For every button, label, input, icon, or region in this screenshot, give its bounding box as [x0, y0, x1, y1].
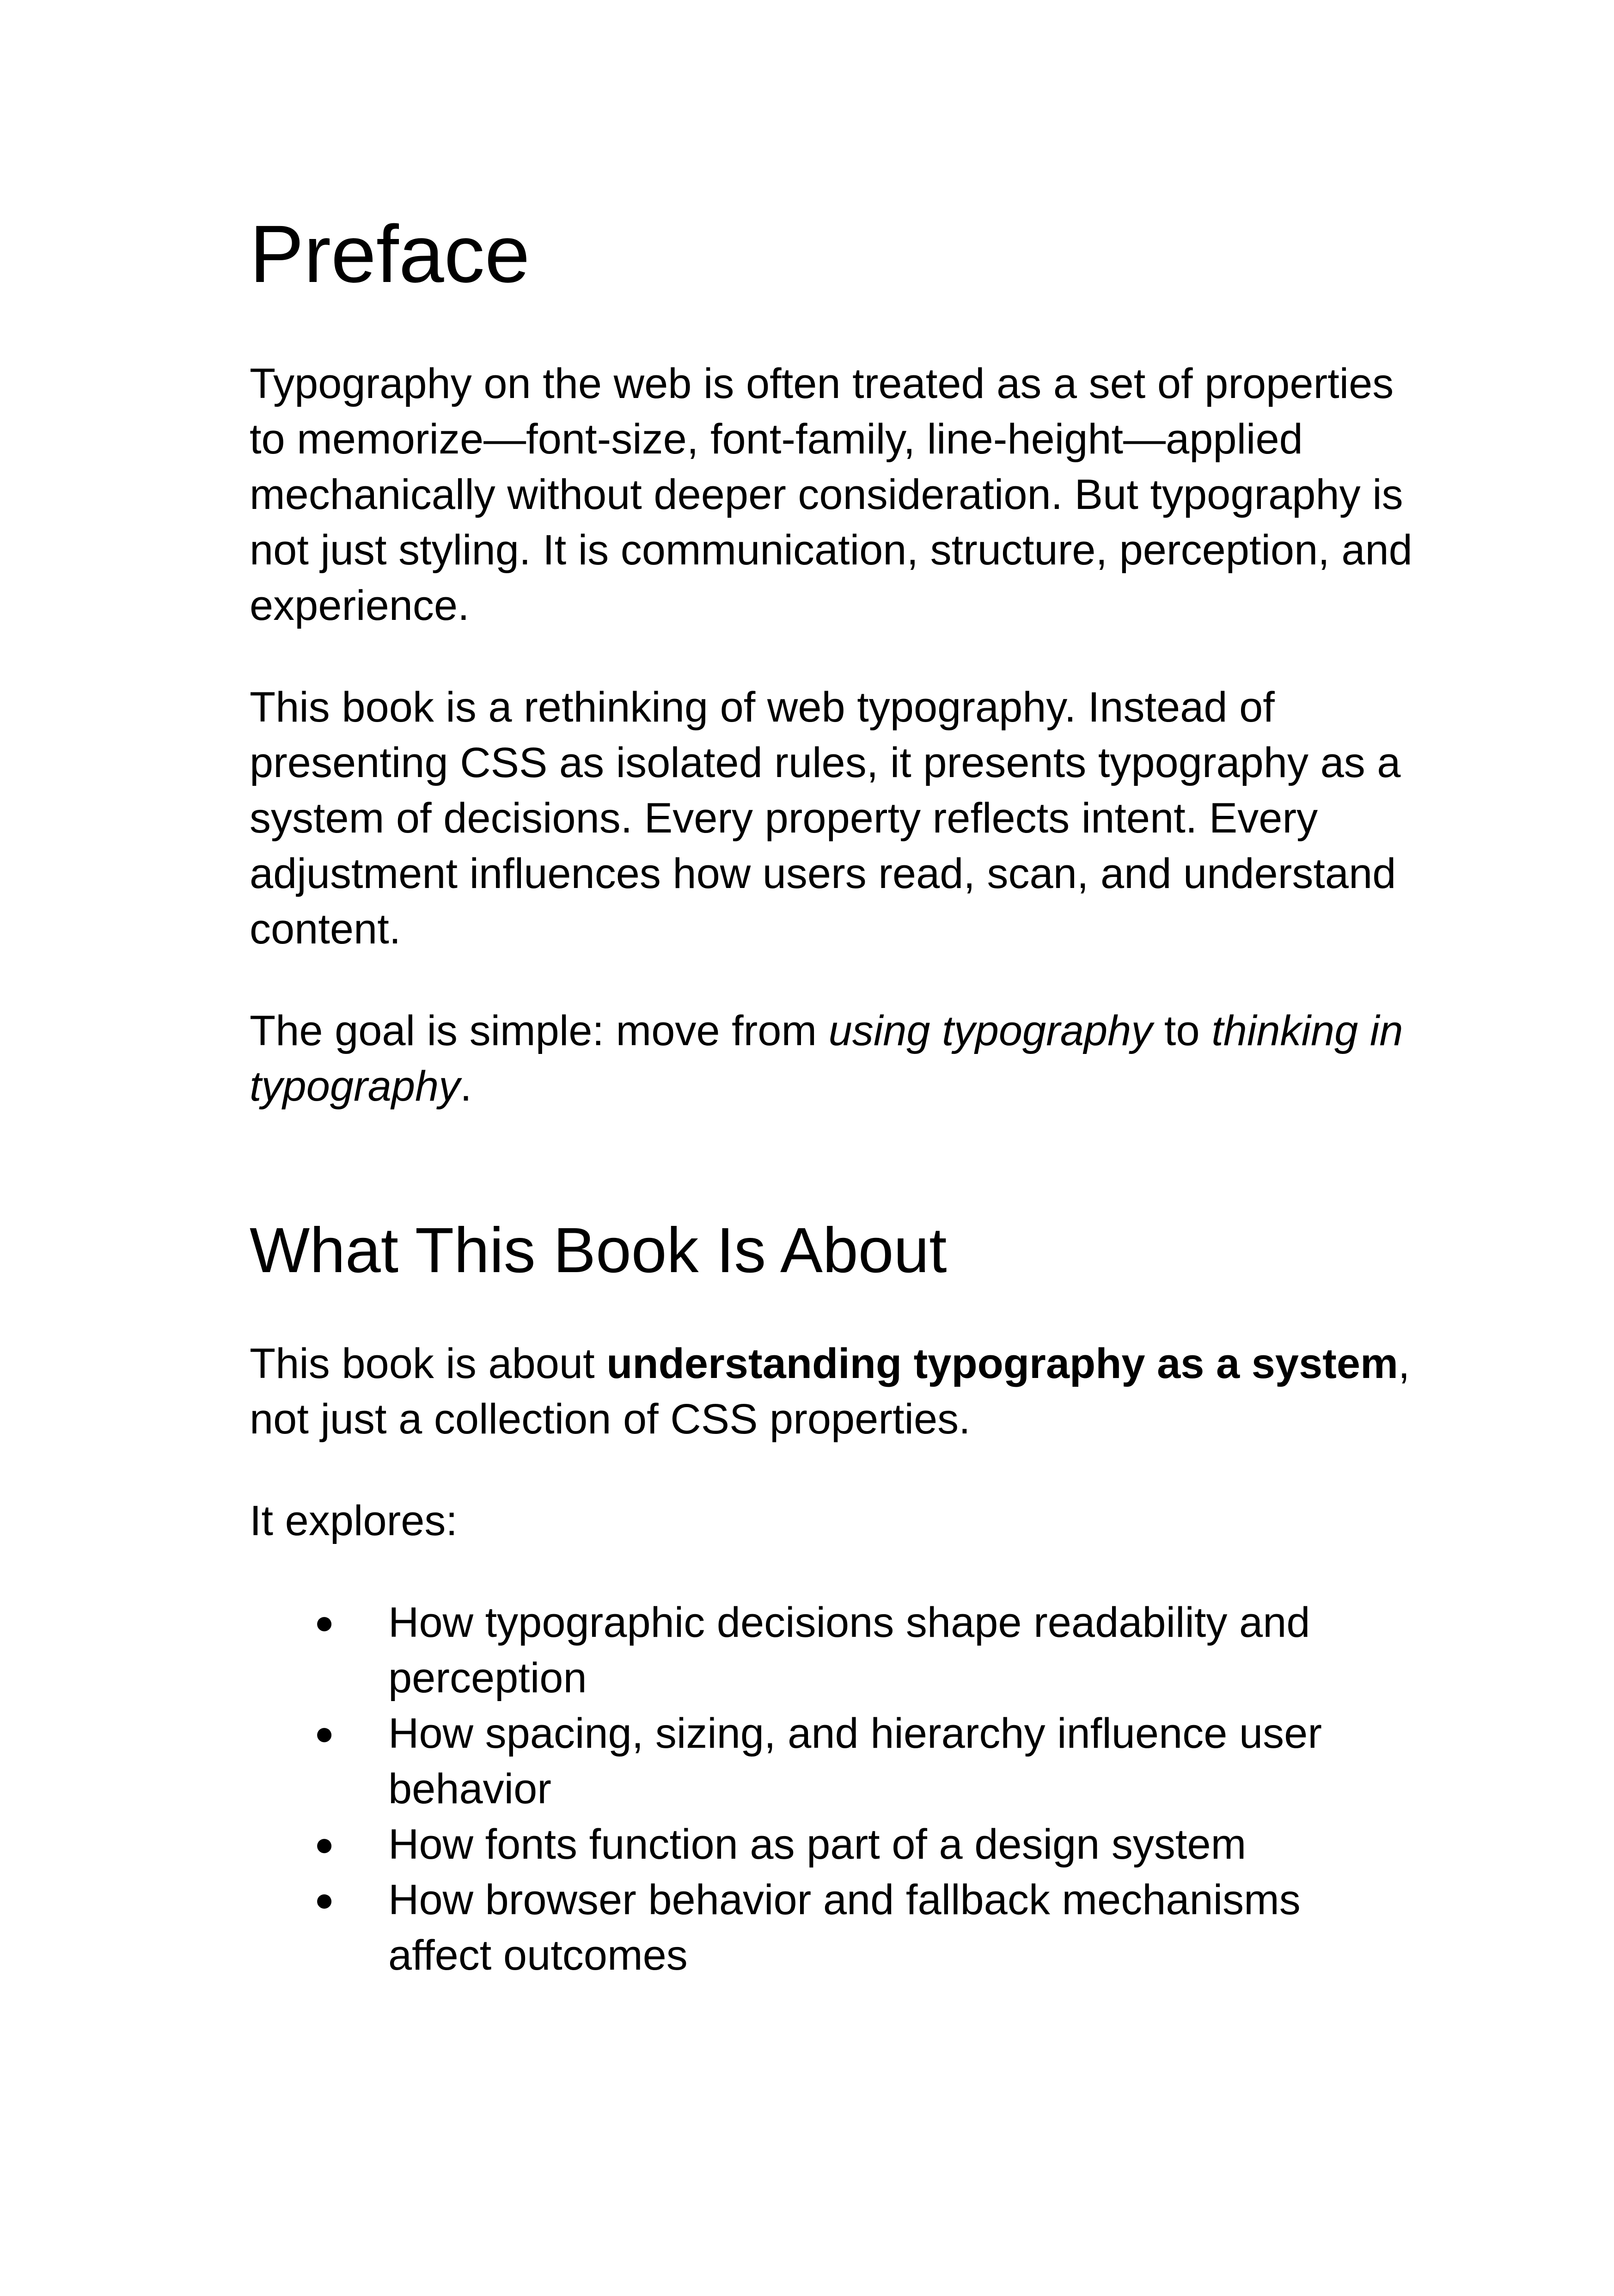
text-run: The goal is simple: move from — [250, 1007, 829, 1054]
paragraph-line — [250, 1059, 472, 1114]
list-item-line: perception — [388, 1654, 587, 1702]
page-title: Preface — [250, 209, 530, 300]
paragraph-line: Typography on the web is often treated as a set of properties — [250, 360, 1394, 407]
paragraph-line: mechanically without deeper consideration. But typography is — [250, 471, 1403, 518]
text-run: , — [1398, 1340, 1410, 1387]
paragraph-line: adjustment influences how users read, scan, and understand — [250, 850, 1396, 897]
paragraph-line: presenting CSS as isolated rules, it presents typography as a — [250, 739, 1401, 786]
paragraph-line — [250, 1336, 1410, 1391]
text-run: . — [460, 1063, 472, 1110]
paragraph-line: content. — [250, 906, 401, 953]
paragraph-line: system of decisions. Every property reflects intent. Every — [250, 795, 1318, 842]
paragraph-line: to memorize—font-size, font-family, line-height—applied — [250, 416, 1303, 463]
paragraph-line: not just a collection of CSS properties. — [250, 1396, 971, 1443]
text-run: This book is about — [250, 1340, 607, 1387]
italic-text: using typography — [828, 1007, 1153, 1054]
list-item-line: behavior — [388, 1765, 551, 1812]
explores-intro: It explores: — [250, 1497, 458, 1544]
paragraph-line: This book is a rethinking of web typography. Instead of — [250, 684, 1275, 731]
bullet-icon: ● — [314, 1826, 335, 1863]
paragraph-line — [250, 1003, 1403, 1059]
list-item-line: How typographic decisions shape readability and — [388, 1599, 1310, 1646]
bullet-icon: ● — [314, 1604, 335, 1641]
text-run: to — [1152, 1007, 1212, 1054]
paragraph-line: experience. — [250, 582, 470, 629]
list-item-line: How spacing, sizing, and hierarchy influence user — [388, 1710, 1322, 1757]
paragraph-line: not just styling. It is communication, structure, perception, and — [250, 527, 1412, 574]
italic-text: thinking in — [1211, 1007, 1403, 1054]
bold-text: understanding typography as a system — [606, 1340, 1398, 1387]
list-item-line: affect outcomes — [388, 1932, 688, 1979]
list-item-line: How browser behavior and fallback mechanisms — [388, 1876, 1301, 1923]
bullet-icon: ● — [314, 1715, 335, 1752]
list-item-line: How fonts function as part of a design system — [388, 1821, 1247, 1868]
bullet-icon: ● — [314, 1881, 335, 1918]
section-heading: What This Book Is About — [250, 1215, 947, 1286]
italic-text: typography — [250, 1063, 460, 1110]
